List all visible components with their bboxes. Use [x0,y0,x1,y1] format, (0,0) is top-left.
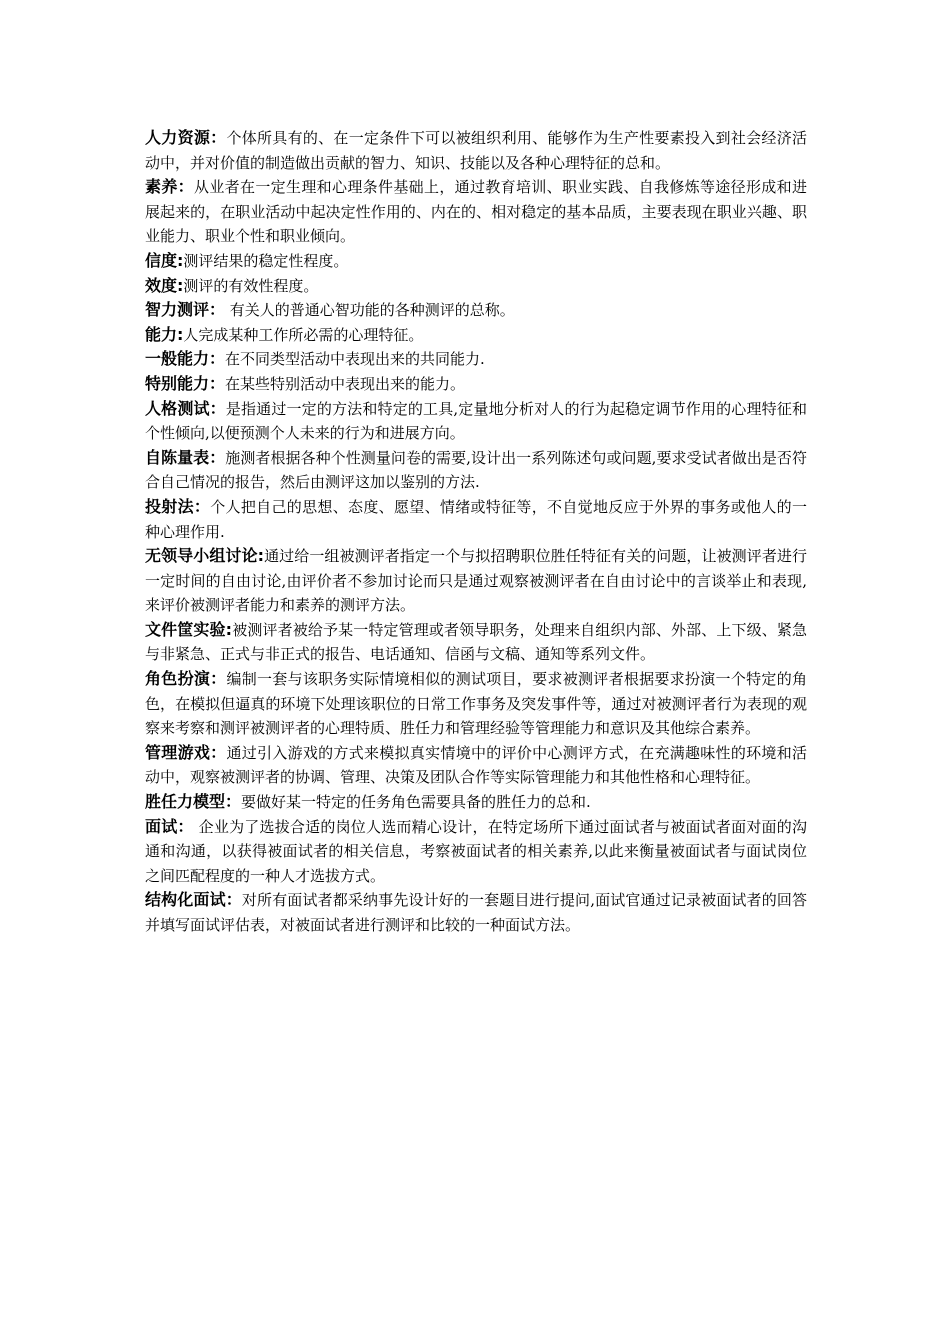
definition: 个体所具有的、在一定条件下可以被组织利用、能够作为生产性要素投入到社会经济活动中，并对价值的制造做出贡献的智力、知识、技能以及各种心理特征的总和。 [145,129,807,172]
entry-management-game [145,741,807,790]
term: 素养： [145,177,194,197]
entry-in-basket-exercise [145,618,807,667]
entry-general-ability [145,347,807,372]
term: 面试： [145,816,194,836]
entry-self-report-scale [145,446,807,495]
term: 一般能力： [145,349,226,369]
term: 胜任力模型： [145,792,242,812]
definition: 测评的有效性程度。 [183,276,319,295]
term: 人力资源： [145,128,227,147]
glossary [145,126,807,938]
definition: 是指通过一定的方法和特定的工具,定量地分析对人的行为起稳定调节作用的心理特征和个性倾向,以便预测个人未来的行为和进展方向。 [145,399,807,443]
term: 角色扮演： [145,669,227,689]
term: 特别能力： [145,373,226,393]
definition: 对所有面试者都采纳事先设计好的一套题目进行提问,面试官通过记录被面试者的回答并填写面试评估表，对被面试者进行测评和比较的一种面试方法。 [145,891,807,934]
term: 信度: [145,250,184,270]
definition: 测评结果的稳定性程度。 [183,251,349,270]
definition: 要做好某一特定的任务角色需要具备的胜任力的总和. [241,793,591,812]
term: 能力: [145,324,184,344]
term: 智力测评： [145,300,226,320]
entry-projective-method [145,495,807,544]
term: 结构化面试： [145,890,242,910]
definition: 在某些特别活动中表现出来的能力。 [225,374,466,393]
definition: 通过给一组被测评者指定一个与拟招聘职位胜任特征有关的问题，让被测评者进行一定时间的自由讨论,由评价者不参加讨论而只是通过观察被测评者在自由讨论中的言谈举止和表现,来评价被测评者能力和素养的测评方法。 [145,547,807,615]
definition: 有关人的普通心智功能的各种测评的总称。 [225,301,515,320]
definition: 企业为了选拔合适的岗位人选而精心设计，在特定场所下通过面试者与被面试者面对面的沟通和沟通，以获得被面试者的相关信息，考察被面试者的相关素养,以此来衡量被面试者与面试岗位之间匹配程度的一种人才选拔方式。 [145,817,807,885]
definition: 人完成某种工作所必需的心理特征。 [183,325,424,344]
definition: 在不同类型活动中表现出来的共同能力. [225,350,485,369]
term: 管理游戏： [145,742,227,762]
entry-intelligence-test [145,298,807,323]
term: 效度: [145,275,184,295]
term: 无领导小组讨论: [145,546,264,566]
entry-interview [145,815,807,889]
definition: 编制一套与该职务实际情境相似的测试项目，要求被测评者根据要求扮演一个特定的角色，在模拟但逼真的环境下处理该职位的日常工作事务及突发事件等，通过对被测评者行为表现的观察来考察和测评被测评者的心理特质、胜任力和管理经验等管理能力和意识及其他综合素养。 [145,670,807,738]
term: 人格测试： [145,398,226,418]
entry-competence [145,175,807,249]
entry-personality-test [145,397,807,446]
entry-special-ability [145,372,807,397]
term: 文件筐实验: [145,619,233,639]
entry-competency-model [145,790,807,815]
entry-reliability [145,249,807,274]
entry-role-play [145,667,807,741]
term: 自陈量表： [145,447,226,467]
entry-structured-interview [145,888,807,937]
entry-validity [145,274,807,299]
definition: 通过引入游戏的方式来模拟真实情境中的评价中心测评方式，在充满趣味性的环境和活动中，观察被测评者的协调、管理、决策及团队合作等实际管理能力和其他性格和心理特征。 [145,743,807,787]
definition: 被测评者被给予某一特定管理或者领导职务，处理来自组织内部、外部、上下级、紧急与非紧急、正式与非正式的报告、电话通知、信函与文稿、通知等系列文件。 [145,620,807,664]
entry-ability [145,323,807,348]
definition: 施测者根据各种个性测量问卷的需要,设计出一系列陈述句或问题,要求受试者做出是否符合自己情况的报告，然后由测评这加以鉴别的方法. [145,448,807,492]
entry-leaderless-group-discussion [145,544,807,618]
entry-human-resources [145,126,807,175]
definition: 从业者在一定生理和心理条件基础上，通过教育培训、职业实践、自我修炼等途径形成和进展起来的，在职业活动中起决定性作用的、内在的、相对稳定的基本品质，主要表现在职业兴趣、职业能力、职业个性和职业倾向。 [145,178,807,246]
definition: 个人把自己的思想、态度、愿望、情绪或特征等，不自觉地反应于外界的事务或他人的一种心理作用. [145,497,807,541]
term: 投射法： [145,496,211,516]
